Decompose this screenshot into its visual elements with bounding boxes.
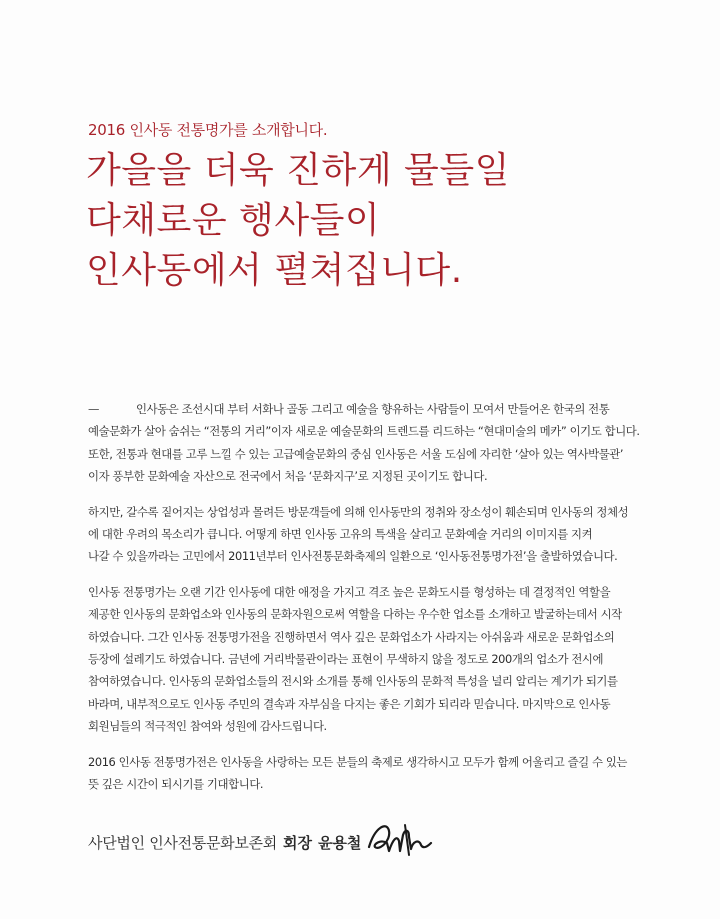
handwritten-signature-icon (365, 817, 437, 859)
paragraph-line: 또한, 전통과 현대를 고루 느낄 수 있는 고급예술문화의 중심 인사동은 서울 도심에 자리한 ‘살아 있는 역사박물관’ (88, 446, 624, 461)
headline (86, 146, 666, 296)
paragraph-history (88, 398, 648, 488)
headline-line-1: 가을을 더욱 진하게 물들일 (86, 150, 510, 191)
paragraph-line: 하였습니다. 그간 인사동 전통명가전을 진행하면서 역사 깊은 문화업소가 사라지는 아쉬움과 새로운 문화업소의 (88, 629, 615, 644)
signature-block (88, 825, 437, 859)
signature-organization: 사단법인 인사전통문화보존회 (88, 833, 277, 852)
paragraph-line: 회원님들의 적극적인 참여와 성원에 감사드립니다. (88, 719, 327, 734)
paragraph-line: 제공한 인사동의 문화업소와 인사동의 문화자원으로써 역할을 다하는 우수한 업소를 소개하고 발굴하는데서 시작 (88, 607, 622, 622)
paragraph-line (88, 398, 648, 420)
headline-line-2: 다채로운 행사들이 (86, 200, 381, 241)
paragraph-line: 나갈 수 있을까라는 고민에서 2011년부터 인사전통문화축제의 일환으로 ‘인사동전통명가전’을 출발하였습니다. (88, 549, 618, 564)
paragraph-exhibition (88, 581, 648, 738)
paragraph-line: 등장에 설레기도 하였습니다. 금년에 거리박물관이라는 표현이 무색하지 않을 정도로 200개의 업소가 전시에 (88, 652, 604, 667)
paragraph-line-text: 인사동은 조선시대 부터 서화나 골동 그리고 예술을 향유하는 사람들이 모여서 만들어온 한국의 전통 (136, 402, 610, 416)
paragraph-concern (88, 501, 648, 568)
paragraph-line: 바라며, 내부적으로도 인사동 주민의 결속과 자부심을 다지는 좋은 기회가 되리라 믿습니다. 마지막으로 인사동 (88, 696, 611, 711)
paragraph-line: 예술문화가 살아 숨쉬는 “전통의 거리”이자 새로운 예술문화의 트렌드를 리드하는 “현대미술의 메카” 이기도 합니다. (88, 424, 640, 439)
paragraph-line: 2016 인사동 전통명가전은 인사동을 사랑하는 모든 분들의 축제로 생각하시고 모두가 함께 어울리고 즐길 수 있는 (88, 754, 628, 769)
paragraph-line: 참여하였습니다. 인사동의 문화업소들의 전시와 소개를 통해 인사동의 문화적 특성을 널리 알리는 계기가 되기를 (88, 674, 618, 689)
headline-line-3: 인사동에서 펼쳐집니다. (86, 250, 463, 291)
signature-title: 회장 (282, 833, 312, 852)
paragraph-line: 뜻 깊은 시간이 되시기를 기대합니다. (88, 777, 264, 792)
lead-dash-mark: — (88, 402, 99, 416)
paragraph-line: 인사동 전통명가는 오랜 기간 인사동에 대한 애정을 가지고 격조 높은 문화도시를 형성하는 데 결정적인 역할을 (88, 584, 611, 599)
paragraph-line: 하지만, 갈수록 짙어지는 상업성과 몰려든 방문객들에 의해 인사동만의 정취와 장소성이 훼손되며 인사동의 정체성 (88, 504, 629, 519)
body-text (88, 398, 648, 809)
paragraph-line: 이자 풍부한 문화예술 자산으로 전국에서 처음 ‘문화지구’로 지정된 곳이기도 합니다. (88, 469, 488, 484)
paragraph-line: 에 대한 우려의 목소리가 큽니다. 어떻게 하면 인사동 고유의 특색을 살리고 문화예술 거리의 이미지를 지켜 (88, 527, 593, 542)
paragraph-closing (88, 751, 648, 796)
signature-name: 윤용철 (317, 833, 362, 852)
intro-subtitle: 2016 인사동 전통명가를 소개합니다. (88, 121, 328, 139)
